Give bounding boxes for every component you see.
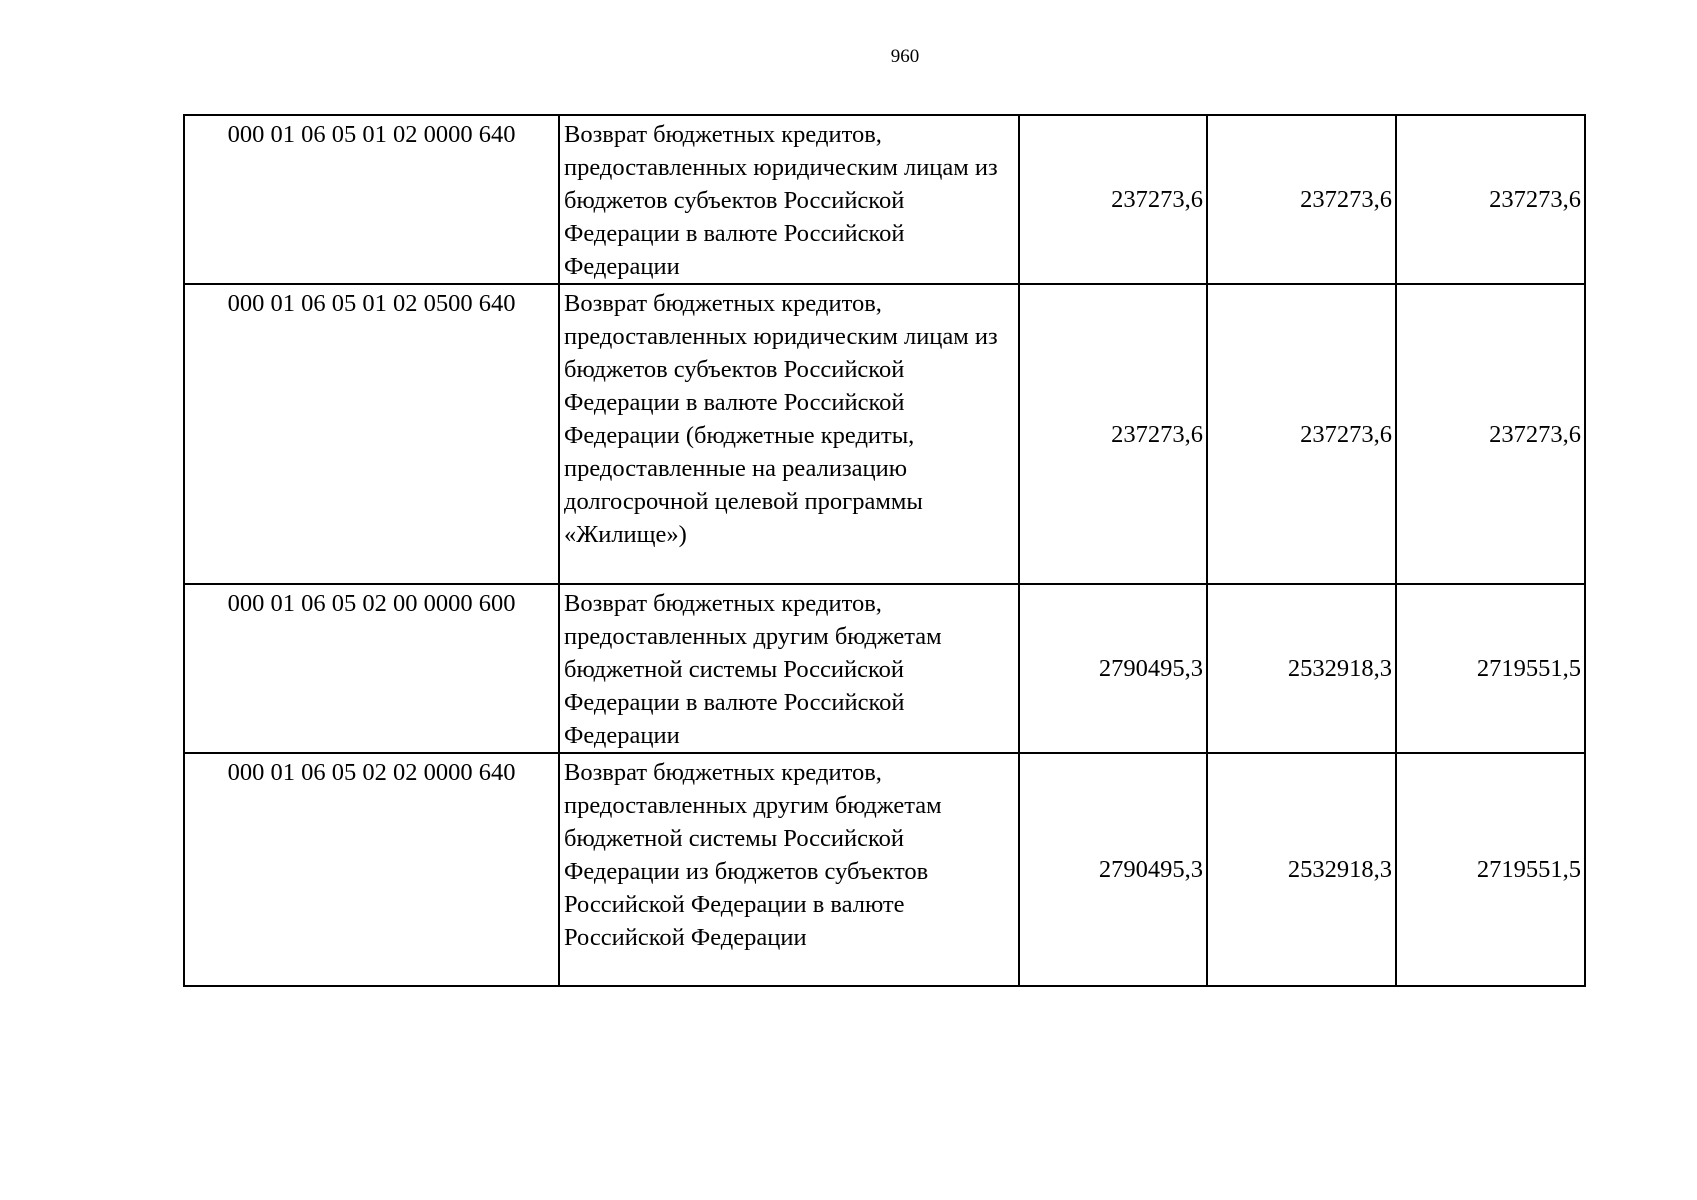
item-name-cell: Возврат бюджетных кредитов, предоставленных юридическим лицам из бюджетов субъектов Российской Федерации в валюте Российской Федерации (559, 115, 1019, 284)
page-number: 960 (890, 46, 920, 67)
value-cell-3: 2719551,5 (1396, 753, 1585, 986)
value-cell-1: 237273,6 (1019, 284, 1207, 584)
value-cell-1: 2790495,3 (1019, 753, 1207, 986)
table-row (184, 115, 1585, 284)
budget-code-cell: 000 01 06 05 01 02 0500 640 (184, 284, 559, 584)
item-name-cell: Возврат бюджетных кредитов, предоставленных другим бюджетам бюджетной системы Российской Федерации из бюджетов субъектов Российской Федерации в валюте Российской Федерации (559, 753, 1019, 986)
budget-sources-table (183, 114, 1586, 987)
value-cell-1: 237273,6 (1019, 115, 1207, 284)
table-row (184, 584, 1585, 753)
item-name-cell: Возврат бюджетных кредитов, предоставленных юридическим лицам из бюджетов субъектов Российской Федерации в валюте Российской Федерации (бюджетные кредиты, предоставленные на реализацию долгосрочной целевой программы «Жилище») (559, 284, 1019, 584)
value-cell-2: 237273,6 (1207, 284, 1396, 584)
value-cell-3: 2719551,5 (1396, 584, 1585, 753)
budget-code-cell: 000 01 06 05 02 00 0000 600 (184, 584, 559, 753)
value-cell-2: 2532918,3 (1207, 584, 1396, 753)
value-cell-2: 237273,6 (1207, 115, 1396, 284)
budget-code-cell: 000 01 06 05 01 02 0000 640 (184, 115, 559, 284)
table-row (184, 284, 1585, 584)
value-cell-2: 2532918,3 (1207, 753, 1396, 986)
table-row (184, 753, 1585, 986)
value-cell-3: 237273,6 (1396, 115, 1585, 284)
value-cell-3: 237273,6 (1396, 284, 1585, 584)
item-name-cell: Возврат бюджетных кредитов, предоставленных другим бюджетам бюджетной системы Российской Федерации в валюте Российской Федерации (559, 584, 1019, 753)
budget-code-cell: 000 01 06 05 02 02 0000 640 (184, 753, 559, 986)
value-cell-1: 2790495,3 (1019, 584, 1207, 753)
